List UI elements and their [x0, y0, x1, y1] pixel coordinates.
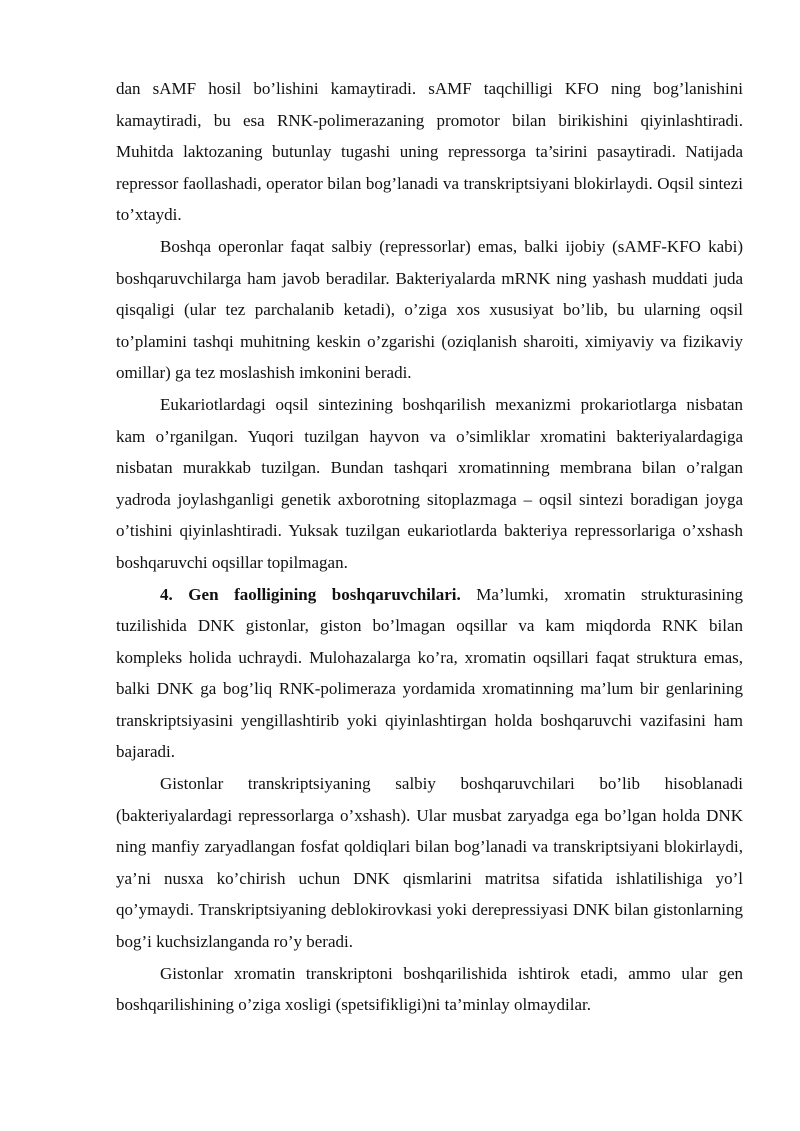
document-page — [116, 73, 743, 1021]
paragraph-1: dan sAMF hosil bo’lishini kamaytiradi. sAMF taqchilligi KFO ning bog’lanishini kamaytiradi, bu esa RNK-polimerazaning promotor bilan birikishini qiyinlashtiradi. Muhitda laktozaning butunlay tugashi uning repressorga ta’sirini pasaytiradi. Natijada repressor faollashadi, operator bilan bog’lanadi va transkriptsiyani blokirlaydi. Oqsil sintezi to’xtaydi. — [116, 79, 743, 225]
paragraph-6: Gistonlar xromatin transkriptoni boshqarilishida ishtirok etadi, ammo ular gen boshqarilishining o’ziga xosligi (spetsifikligi)ni ta’minlay olmaydilar. — [116, 963, 743, 1015]
paragraph-4-text: Ma’lumki, xromatin strukturasining tuzilishida DNK gistonlar, giston bo’lmagan oqsillar va kam miqdorda RNK bilan kompleks holida uchraydi. Mulohazalarga ko’ra, xromatin oqsillari faqat struktura emas, balki DNK ga bog’liq RNK-polimeraza yordamida xromatinning ma’lum bir genlarining transkriptsiyasini yengillashtirib yoki qiyinlashtirgan holda boshqaruvchi vazifasini ham bajaradi. — [116, 584, 743, 762]
section-heading: 4. Gen faolligining boshqaruvchilari. — [160, 584, 461, 604]
paragraph-2: Boshqa operonlar faqat salbiy (repressorlar) emas, balki ijobiy (sAMF-KFO kabi) boshqaruvchilarga ham javob beradilar. Bakteriyalarda mRNK ning yashash muddati juda qisqaligi (ular tez parchalanib ketadi), o’ziga xos xususiyat bo’lib, bu ularning oqsil to’plamini tashqi muhitning keskin o’zgarishi (oziqlanish sharoiti, ximiyaviy va fizikaviy omillar) ga tez moslashish imkonini beradi. — [116, 236, 743, 383]
paragraph-4 — [116, 579, 743, 769]
paragraph-3: Eukariotlardagi oqsil sintezining boshqarilish mexanizmi prokariotlarga nisbatan kam o’rganilgan. Yuqori tuzilgan hayvon va o’simliklar xromatini bakteriyalardagiga nisbatan murakkab tuzilgan. Bundan tashqari xromatinning membrana bilan o’ralgan yadroda joylashganligi genetik axborotning sitoplazmaga – oqsil sintezi boradigan joyga o’tishini qiyinlashtiradi. Yuksak tuzilgan eukariotlarda bakteriya repressorlariga o’xshash boshqaruvchi oqsillar topilmagan. — [116, 394, 743, 572]
paragraph-5: Gistonlar transkriptsiyaning salbiy boshqaruvchilari bo’lib hisoblanadi (bakteriyalardagi repressorlarga o’xshash). Ular musbat zaryadga ega bo’lgan holda DNK ning manfiy zaryadlangan fosfat qoldiqlari bilan bog’lanadi va transkriptsiyani blokirlaydi, ya’ni nusxa ko’chirish uchun DNK qismlarini matritsa sifatida ishlatilishiga yo’l qo’ymaydi. Transkriptsiyaning deblokirovkasi yoki derepressiyasi DNK bilan gistonlarning bog’i kuchsizlanganda ro’y beradi. — [116, 774, 743, 952]
